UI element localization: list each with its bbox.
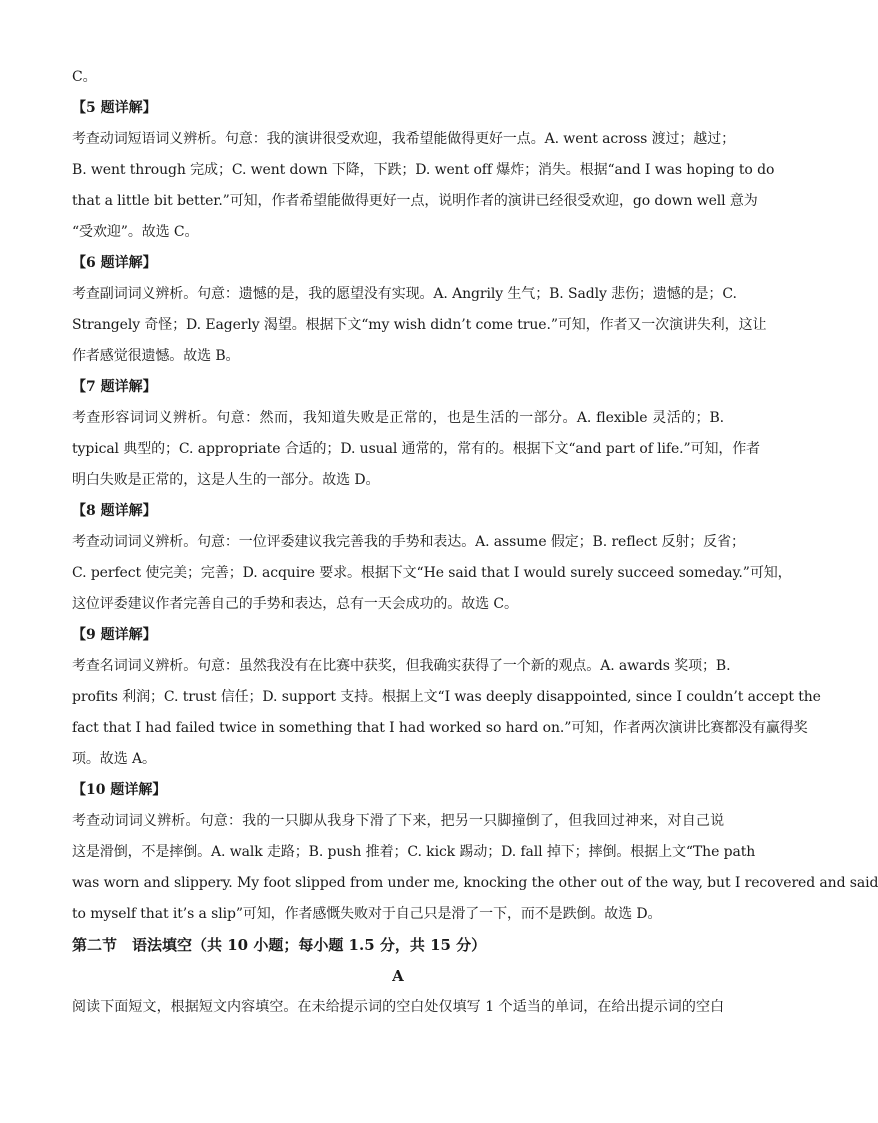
- body-text-line: “受欢迎”。故选 C。: [72, 224, 199, 240]
- body-text-line: 作者感觉很遗憾。故选 B。: [72, 348, 240, 364]
- body-text-line: 考查动词短语词义辨析。句意：我的演讲很受欢迎，我希望能做得更好一点。A. went across 渡过；越过；: [72, 131, 735, 147]
- body-text-line: 考查形容词词义辨析。句意：然而，我知道失败是正常的，也是生活的一部分。A. flexible 灵活的；B.: [72, 410, 724, 426]
- body-text-line: typical 典型的；C. appropriate 合适的；D. usual 通常的，常有的。根据下文“and part of life.”可知，作者: [72, 441, 761, 457]
- body-text-line: 考查名词词义辨析。句意：虽然我没有在比赛中获奖，但我确实获得了一个新的观点。A. awards 奖项；B.: [72, 658, 731, 674]
- body-text-line: 这是滑倒，不是摔倒。A. walk 走路；B. push 推着；C. kick 踢动；D. fall 掉下；摔倒。根据上文“The path: [72, 844, 756, 860]
- body-text-line: profits 利润；C. trust 信任；D. support 支持。根据上文“I was deeply disappointed, since I couldn’t accept the: [72, 689, 821, 705]
- body-text-line: 项。故选 A。: [72, 751, 156, 767]
- body-text-line: C. perfect 使完美；完善；D. acquire 要求。根据下文“He said that I would surely succeed someday.”可知，: [72, 565, 792, 581]
- body-text-line: B. went through 完成；C. went down 下降，下跌；D. went off 爆炸；消失。根据“and I was hoping to do: [72, 162, 775, 178]
- body-text-line: 明白失败是正常的，这是人生的一部分。故选 D。: [72, 472, 380, 488]
- section-heading: 第二节 语法填空（共 10 小题；每小题 1.5 分，共 15 分）: [72, 936, 487, 954]
- question-detail-heading: 【10 题详解】: [72, 782, 167, 798]
- body-text-line: 考查副词词义辨析。句意：遗憾的是，我的愿望没有实现。A. Angrily 生气；B. Sadly 悲伤；遗憾的是；C.: [72, 286, 737, 302]
- body-text-line: to myself that it’s a slip”可知，作者感慨失败对于自己只是滑了一下，而不是跌倒。故选 D。: [72, 906, 662, 922]
- question-detail-heading: 【6 题详解】: [72, 255, 157, 271]
- passage-label: A: [392, 967, 404, 985]
- question-detail-heading: 【5 题详解】: [72, 100, 157, 116]
- body-text-line: 阅读下面短文，根据短文内容填空。在未给提示词的空白处仅填写 1 个适当的单词，在给出提示词的空白: [72, 999, 724, 1015]
- body-text-line: 考查动词词义辨析。句意：一位评委建议我完善我的手势和表达。A. assume 假定；B. reflect 反射；反省；: [72, 534, 745, 550]
- body-text-line: 这位评委建议作者完善自己的手势和表达，总有一天会成功的。故选 C。: [72, 596, 518, 612]
- body-text-line: C。: [72, 69, 97, 85]
- question-detail-heading: 【8 题详解】: [72, 503, 157, 519]
- question-detail-heading: 【7 题详解】: [72, 379, 157, 395]
- body-text-line: fact that I had failed twice in something that I had worked so hard on.”可知，作者两次演讲比赛都没有赢得奖: [72, 720, 808, 736]
- document-page: [72, 62, 878, 1023]
- body-text-line: was worn and slippery. My foot slipped from under me, knocking the other out of the way, but I recovered and said: [72, 875, 878, 891]
- body-text-line: that a little bit better.”可知，作者希望能做得更好一点，说明作者的演讲已经很受欢迎，go down well 意为: [72, 193, 758, 209]
- question-detail-heading: 【9 题详解】: [72, 627, 157, 643]
- body-text-line: Strangely 奇怪；D. Eagerly 渴望。根据下文“my wish didn’t come true.”可知，作者又一次演讲失利，这让: [72, 317, 767, 333]
- body-text-line: 考查动词词义辨析。句意：我的一只脚从我身下滑了下来，把另一只脚撞倒了，但我回过神来，对自己说: [72, 813, 724, 829]
